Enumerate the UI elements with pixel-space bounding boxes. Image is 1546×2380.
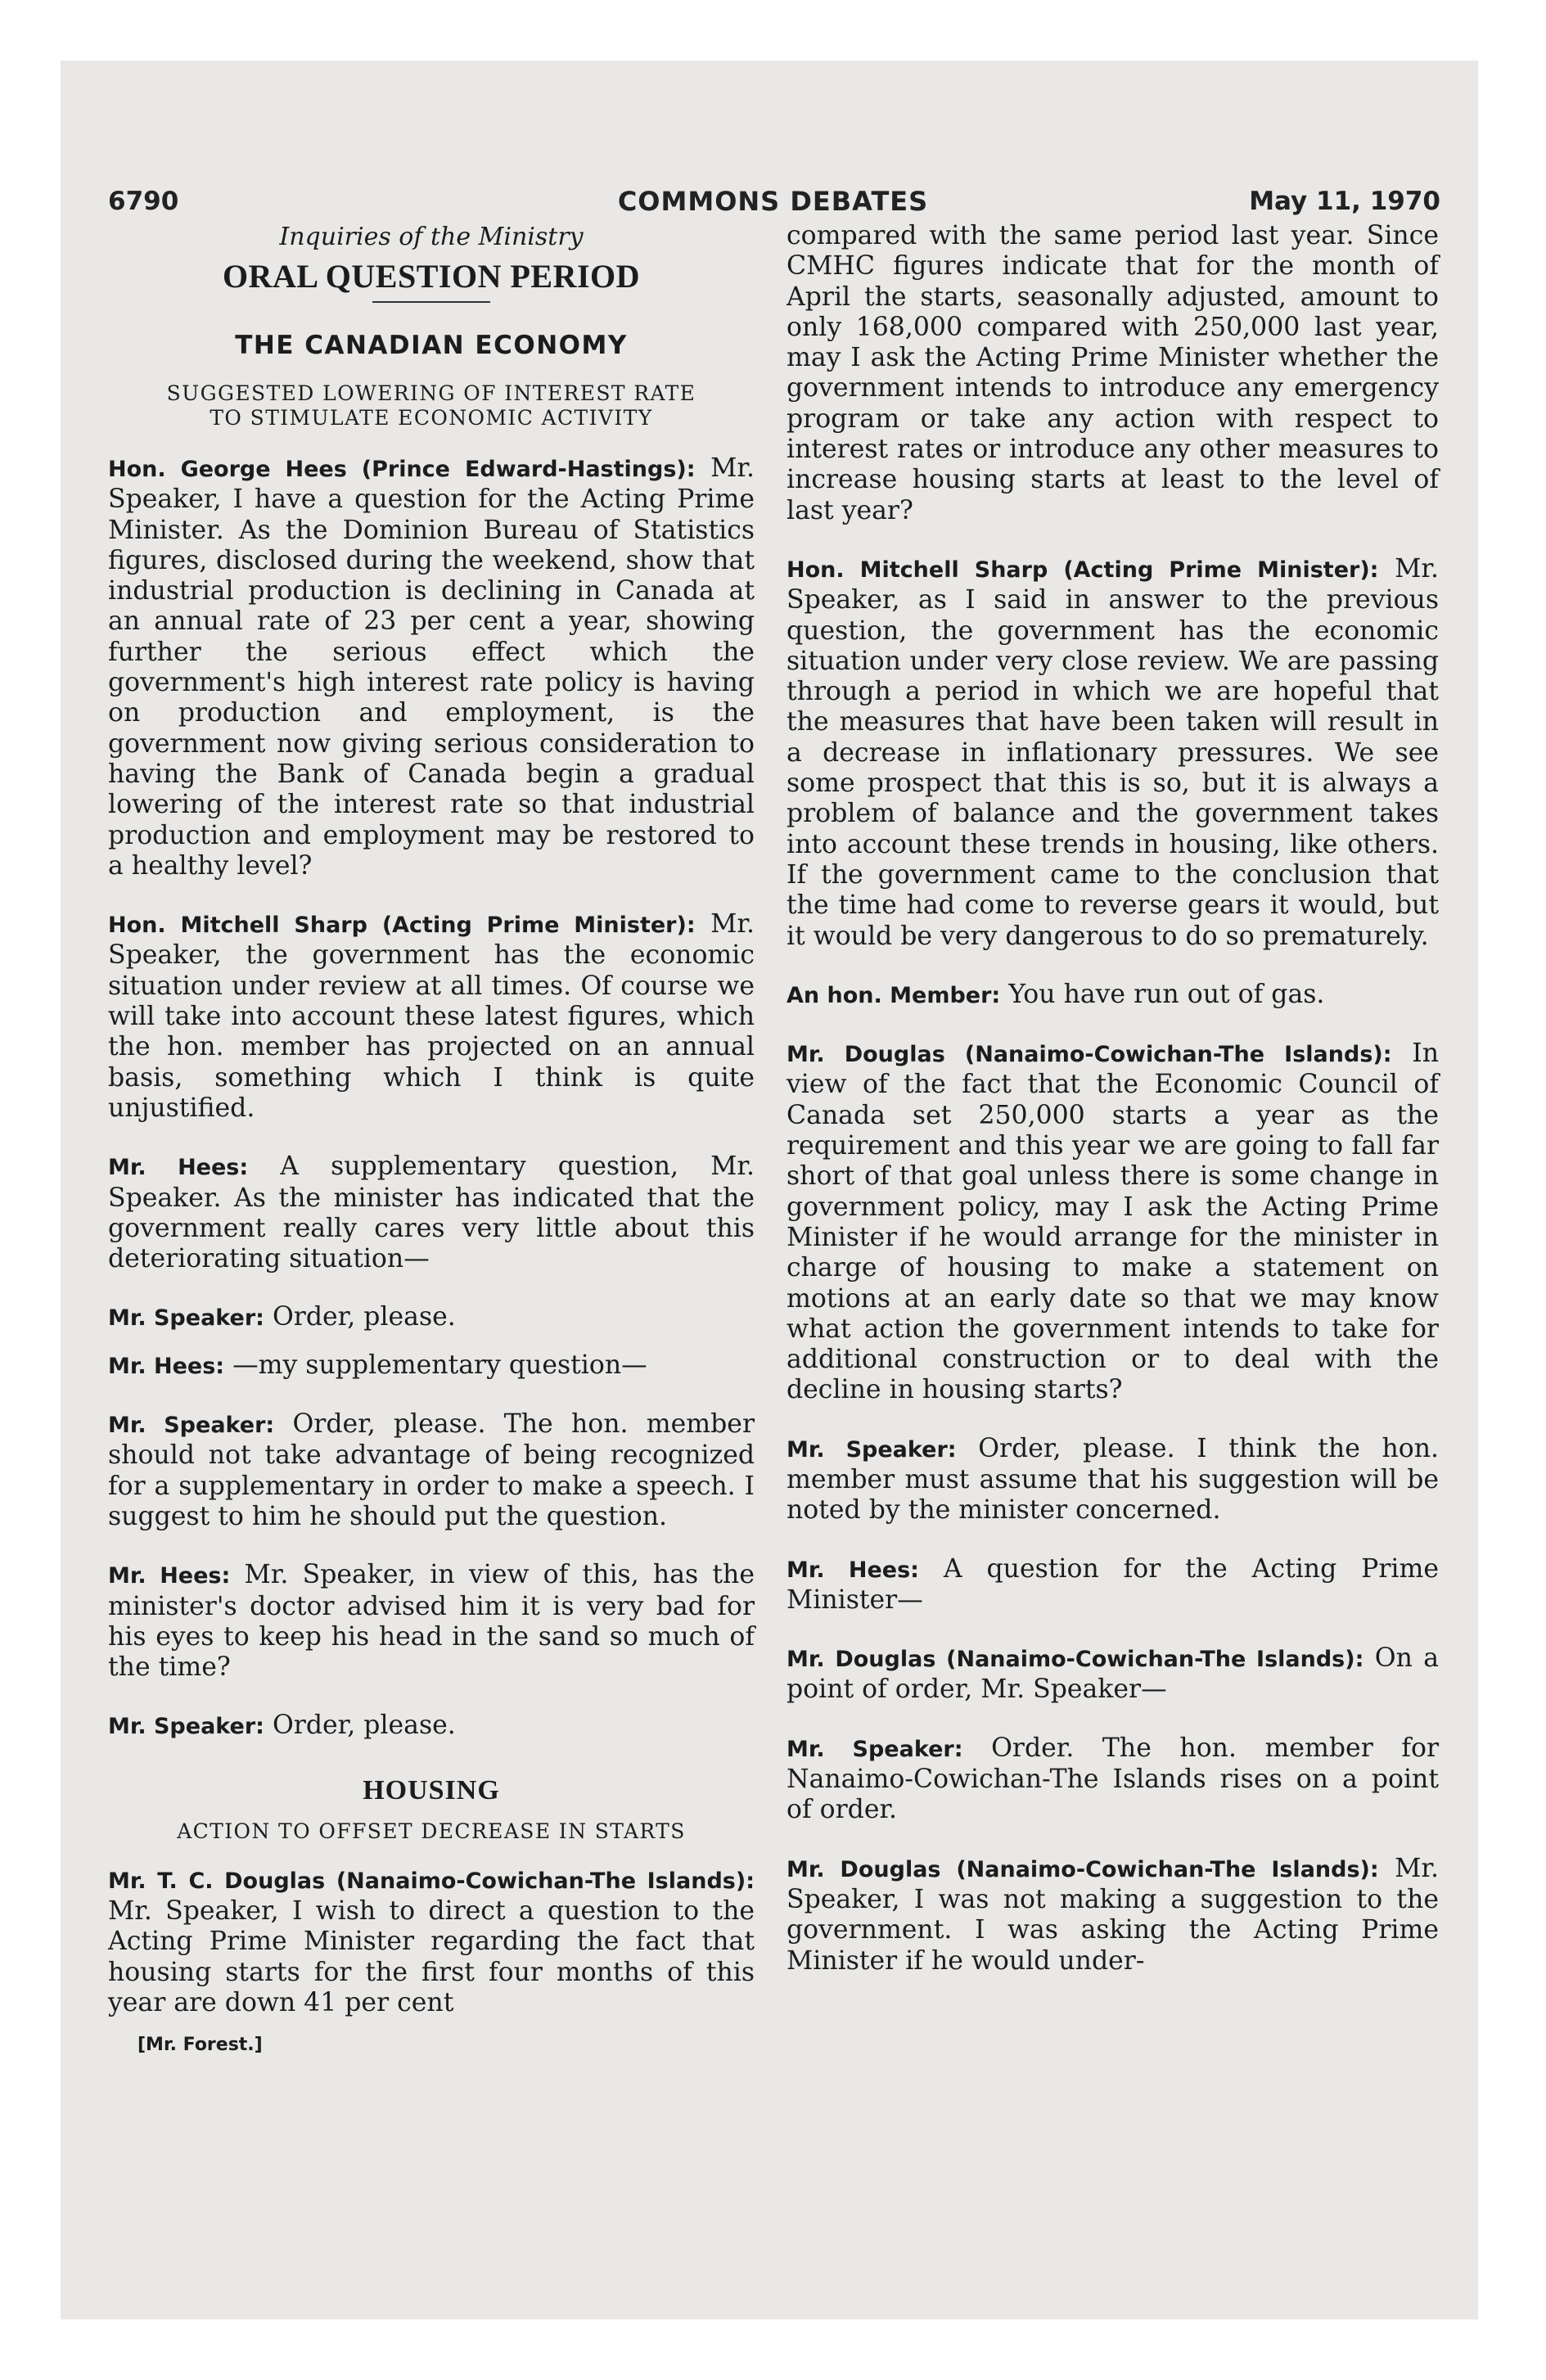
speech-paragraph	[787, 1039, 1439, 1406]
speech-paragraph	[787, 221, 1439, 526]
inquiries-heading: Inquiries of the Ministry	[279, 223, 584, 251]
speech-paragraph	[108, 1711, 755, 1742]
footer-speaker-note: [Mr. Forest.]	[137, 2035, 263, 2056]
speech-text: A question for the Acting Prime Minister—	[787, 1553, 1439, 1615]
speech-paragraph	[108, 453, 755, 881]
speech-text: In view of the fact that the Economic Council of Canada set 250,000 starts a year as the requirement and this year we are going to fall far short of that goal unless there is some change in government policy, may I ask the Acting Prime Minister if he would arrange for the minister in charge of housing to make a statement on motions at an early date so that we may know what action the government intends to take for additional construction or to deal with the decline in housing starts?	[787, 1039, 1440, 1405]
speech-paragraph	[787, 554, 1439, 952]
speech-text: —my supplementary question—	[232, 1350, 647, 1380]
speaker-name: Hon. Mitchell Sharp (Acting Prime Minister):	[787, 557, 1379, 583]
speech-paragraph	[108, 1409, 755, 1532]
speaker-name: Mr. Speaker:	[108, 1305, 264, 1332]
right-column	[787, 221, 1439, 1977]
speaker-name: Mr. Douglas (Nanaimo-Cowichan-The Islands):	[787, 1042, 1392, 1068]
title-rule	[372, 301, 490, 303]
speech-text: Order, please. The hon. member should not take advantage of being recognized for a supplementary in order to make a speech. I suggest to him he should put the question.	[108, 1409, 755, 1531]
subtopic-line-2: TO STIMULATE ECONOMIC ACTIVITY	[210, 406, 653, 430]
speaker-name: Mr. Speaker:	[787, 1736, 963, 1762]
housing-subheading: ACTION TO OFFSET DECREASE IN STARTS	[177, 1819, 686, 1843]
speaker-name: Mr. Speaker:	[108, 1714, 264, 1740]
speech-text: Mr. Speaker, I have a question for the Acting Prime Minister. As the Dominion Bureau of Statistics figures, disclosed during the weekend, show that industrial production is declining in Canada at an annual rate of 23 per cent a year, showing further the serious effect which the government's high interest rate policy is having on production and employment, is the government now giving serious consideration to having the Bank of Canada begin a gradual lowering of the interest rate so that industrial production and employment may be restored to a healthy level?	[108, 453, 755, 881]
speaker-name: Mr. Hees:	[108, 1353, 225, 1379]
page-date: May 11, 1970	[1249, 187, 1440, 216]
speech-text: Order, please.	[272, 1711, 456, 1741]
speaker-name: An hon. Member:	[787, 982, 1001, 1008]
speech-text: You have run out of gas.	[1008, 979, 1325, 1009]
speech-paragraph	[108, 1350, 755, 1382]
speech-paragraph	[787, 1643, 1439, 1706]
speech-text: Order, please. I think the hon. member must assume that his suggestion will be noted by the minister concerned.	[787, 1433, 1440, 1526]
speech-paragraph	[787, 1434, 1439, 1526]
speech-paragraph	[787, 1733, 1439, 1826]
speaker-name: Mr. Speaker:	[108, 1413, 275, 1439]
speaker-name: Mr. T. C. Douglas (Nanaimo-Cowichan-The Islands):	[108, 1868, 755, 1894]
speech-text: Order, please.	[272, 1302, 456, 1332]
speaker-name: Hon. George Hees (Prince Edward-Hastings):	[108, 457, 696, 482]
speech-paragraph	[108, 909, 755, 1124]
speech-text: Mr. Speaker, in view of this, has the minister's doctor advised him it is very bad for his eyes to keep his head in the sand so much of the time?	[108, 1560, 755, 1683]
topic-heading: THE CANADIAN ECONOMY	[235, 331, 628, 360]
speech-paragraph	[108, 1560, 755, 1683]
speech-text: Mr. Speaker, I was not making a suggestion to the government. I was asking the Acting Prime Minister if he would under-	[787, 1853, 1439, 1976]
speech-text: A supplementary question, Mr. Speaker. As the minister has indicated that the government really cares very little about this deteriorating situation—	[108, 1152, 755, 1274]
speaker-name: Mr. Douglas (Nanaimo-Cowichan-The Islands):	[787, 1856, 1379, 1882]
speech-paragraph	[787, 1554, 1439, 1616]
section-title: ORAL QUESTION PERIOD	[222, 258, 641, 295]
speaker-name: Mr. Hees:	[108, 1155, 249, 1181]
speech-paragraph	[108, 1302, 755, 1333]
speaker-name: Mr. Speaker:	[787, 1436, 957, 1463]
speech-text: Order. The hon. member for Nanaimo-Cowichan-The Islands rises on a point of order.	[787, 1733, 1439, 1825]
housing-heading: HOUSING	[363, 1774, 500, 1805]
speech-paragraph	[787, 1854, 1439, 1977]
speech-paragraph	[108, 1865, 755, 2018]
page-number: 6790	[108, 187, 179, 216]
speech-text: compared with the same period last year. Since CMHC figures indicate that for the month of April the starts, seasonally adjusted, amount to only 168,000 compared with 250,000 last year, may I ask the Acting Prime Minister whether the government intends to introduce any emergency program or take any action with respect to interest rates or introduce any other measures to increase housing starts at least to the level of last year?	[787, 221, 1439, 525]
running-title: COMMONS DEBATES	[617, 186, 929, 217]
left-column	[108, 221, 755, 2058]
speaker-name: Mr. Hees:	[787, 1557, 919, 1583]
subtopic-line-1: SUGGESTED LOWERING OF INTEREST RATE	[166, 381, 696, 405]
speaker-name: Mr. Hees:	[108, 1563, 231, 1589]
speech-text: Mr. Speaker, I wish to direct a question to the Acting Prime Minister regarding the fact that housing starts for the first four months of this year are down 41 per cent	[108, 1895, 755, 2017]
speech-text: On a point of order, Mr. Speaker—	[787, 1643, 1439, 1705]
speaker-name: Mr. Douglas (Nanaimo-Cowichan-The Islands):	[787, 1647, 1364, 1673]
speaker-name: Hon. Mitchell Sharp (Acting Prime Minister):	[108, 913, 696, 939]
speech-text: Mr. Speaker, as I said in answer to the previous question, the government has the economic situation under very close review. We are passing through a period in which we are hopeful that the measures that have been taken will result in a decrease in inflationary pressures. We see some prospect that this is so, but it is always a problem of balance and the government takes into account these trends in housing, like others. If the government came to the conclusion that the time had come to reverse gears it would, but it would be very dangerous to do so prematurely.	[787, 553, 1439, 951]
speech-paragraph	[108, 1152, 755, 1274]
speech-text: Mr. Speaker, the government has the economic situation under review at all times. Of course we will take into account these latest figures, which the hon. member has projected on an annual basis, something which I think is quite unjustified.	[108, 909, 755, 1123]
speech-paragraph	[787, 980, 1439, 1011]
